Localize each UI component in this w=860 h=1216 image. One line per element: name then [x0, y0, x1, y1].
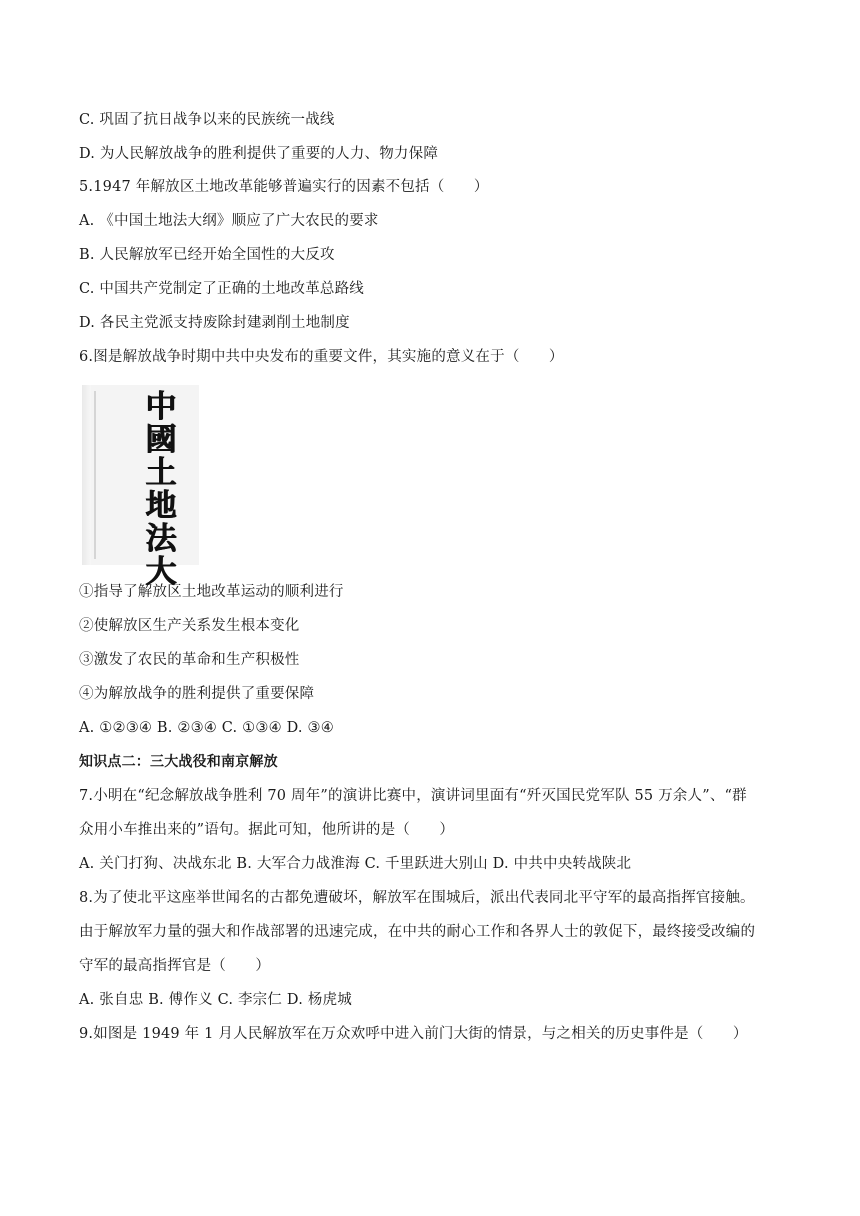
question-7-line-1: 7.小明在“纪念解放战争胜利 70 周年”的演讲比赛中，演讲词里面有“歼灭国民党军队 55 万余人”、“群: [79, 788, 747, 804]
question-6-item-3: ③激发了农民的革命和生产积极性: [79, 652, 300, 668]
figure-title-char: 中: [145, 389, 177, 425]
question-8-line-3: 守军的最高指挥官是（ ）: [79, 958, 271, 974]
question-7-line-2: 众用小车推出来的”语句。据此可知，他所讲的是（ ）: [79, 822, 455, 838]
figure-title: [130, 391, 192, 589]
question-5-option-a: A. 《中国土地法大纲》顺应了广大农民的要求: [79, 213, 379, 229]
land-law-document-image: [82, 385, 199, 590]
question-6: 6.图是解放战争时期中共中央发布的重要文件，其实施的意义在于（ ）: [79, 349, 564, 365]
question-5-option-b: B. 人民解放军已经开始全国性的大反攻: [79, 247, 335, 263]
question-6-item-2: ②使解放区生产关系发生根本变化: [79, 618, 300, 634]
figure-title-char: 大: [145, 554, 177, 590]
option-c-line: C. 巩固了抗日战争以来的民族统一战线: [79, 112, 335, 128]
question-9: 9.如图是 1949 年 1 月人民解放军在万众欢呼中进入前门大街的情景，与之相关的历史事件是（ ）: [79, 1026, 748, 1042]
question-8-line-1: 8.为了使北平这座举世闻名的古都免遭破坏，解放军在围城后，派出代表同北平守军的最高指挥官接触。: [79, 890, 755, 906]
figure-strip: [94, 391, 96, 559]
question-6-item-1: ①指导了解放区土地改革运动的顺利进行: [79, 584, 344, 600]
question-5: 5.1947 年解放区土地改革能够普遍实行的因素不包括（ ）: [79, 179, 489, 195]
option-d-line: D. 为人民解放战争的胜利提供了重要的人力、物力保障: [79, 146, 439, 162]
section-heading: 知识点二：三大战役和南京解放: [79, 754, 278, 770]
figure-edge: [82, 385, 91, 565]
question-6-item-4: ④为解放战争的胜利提供了重要保障: [79, 686, 315, 702]
question-5-option-d: D. 各民主党派支持废除封建剥削土地制度: [79, 315, 350, 331]
question-8-line-2: 由于解放军力量的强大和作战部署的迅速完成，在中共的耐心工作和各界人士的敦促下，最终接受改编的: [79, 924, 756, 940]
figure-title-char: 法: [145, 521, 177, 557]
question-7-answers: A. 关门打狗、决战东北 B. 大军合力战淮海 C. 千里跃进大别山 D. 中共中央转战陕北: [79, 856, 632, 872]
question-5-option-c: C. 中国共产党制定了正确的土地改革总路线: [79, 281, 364, 297]
figure-title-char: 國: [145, 422, 177, 458]
question-6-answers: A. ①②③④ B. ②③④ C. ①③④ D. ③④: [79, 720, 334, 736]
question-8-answers: A. 张自忠 B. 傅作义 C. 李宗仁 D. 杨虎城: [79, 992, 352, 1008]
figure-title-char: 土: [145, 455, 177, 491]
figure-title-char: 地: [145, 488, 177, 524]
